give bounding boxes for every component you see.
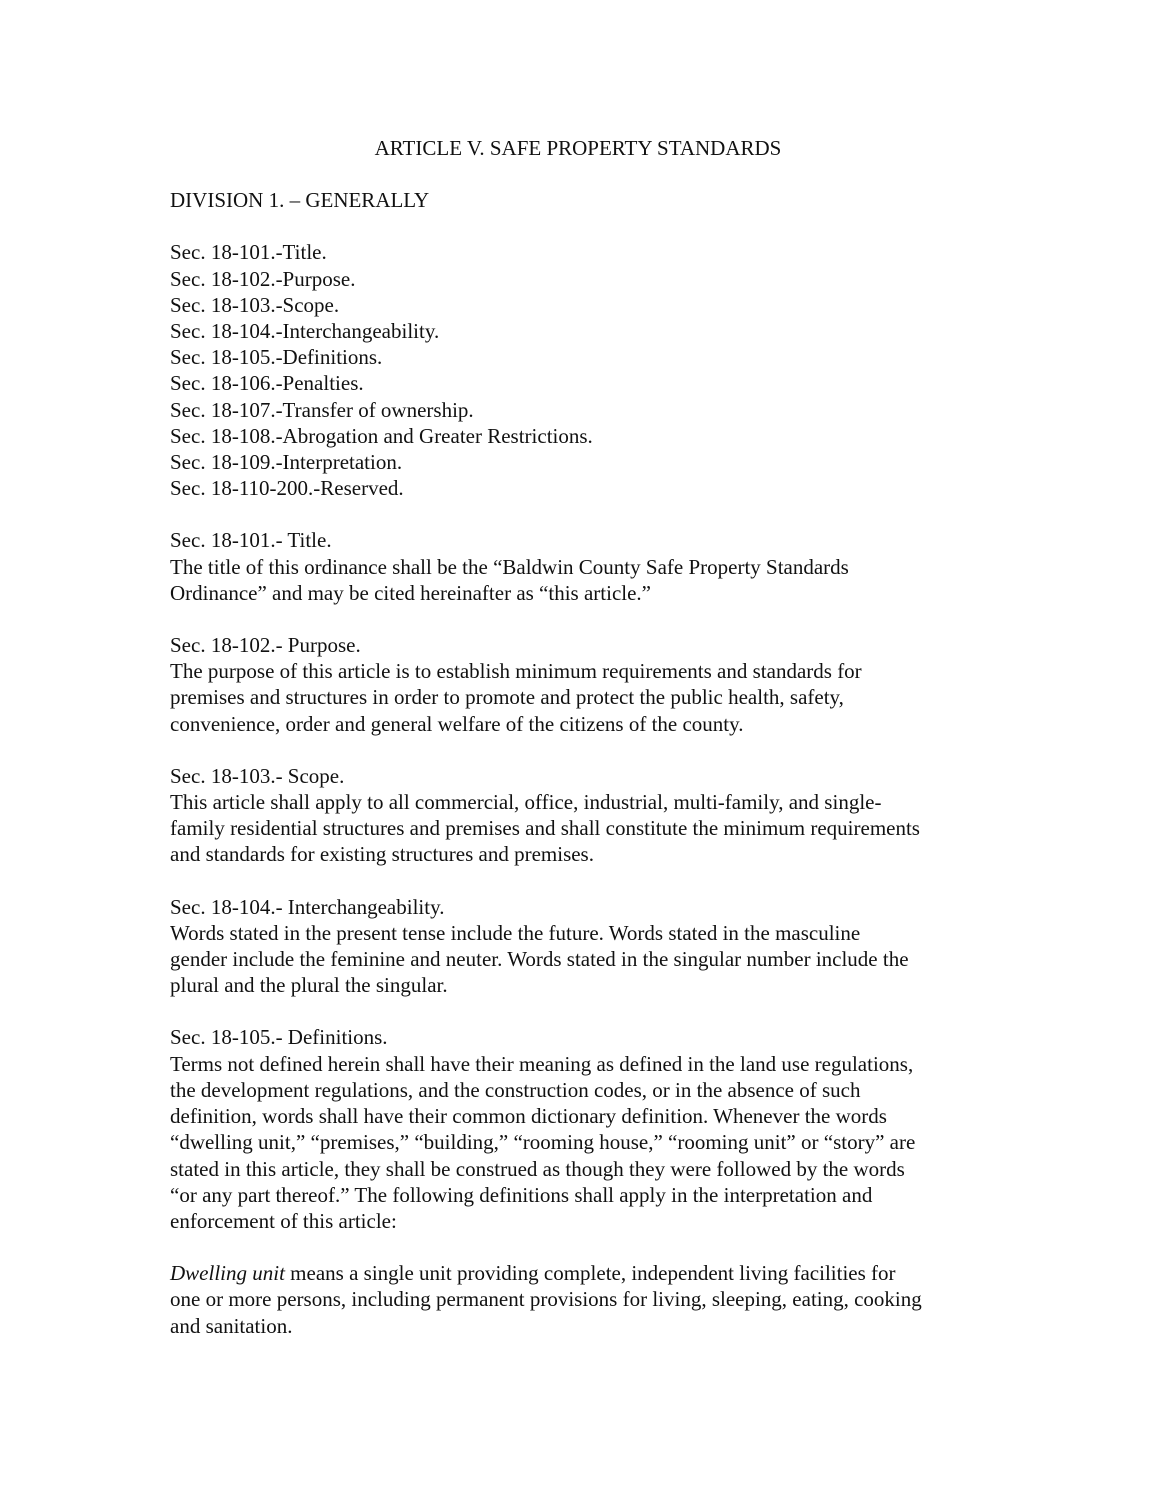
section-scope [170, 763, 1000, 868]
section-heading: Sec. 18-105.- Definitions. [170, 1025, 388, 1050]
toc-item: Sec. 18-102.-Purpose. [170, 266, 356, 291]
section-heading: Sec. 18-103.- Scope. [170, 763, 345, 788]
section-definitions [170, 1024, 1000, 1234]
body-line: one or more persons, including permanent provisions for living, sleeping, eating, cooking [170, 1287, 922, 1312]
body-line: This article shall apply to all commercial, office, industrial, multi-family, and single- [170, 790, 882, 815]
body-line: The title of this ordinance shall be the “Baldwin County Safe Property Standards [170, 554, 849, 579]
division-title: DIVISION 1. – GENERALLY [170, 188, 430, 213]
body-line: family residential structures and premises and shall constitute the minimum requirements [170, 816, 920, 841]
body-line: gender include the feminine and neuter. Words stated in the singular number include the [170, 947, 909, 972]
toc-item: Sec. 18-103.-Scope. [170, 292, 340, 317]
section-purpose [170, 632, 1000, 737]
defined-term: Dwelling unit [170, 1261, 285, 1286]
section-body [170, 789, 1000, 868]
section-title [170, 527, 1000, 606]
body-line: Ordinance” and may be cited hereinafter as “this article.” [170, 580, 652, 605]
toc-item: Sec. 18-107.-Transfer of ownership. [170, 397, 474, 422]
body-line: “or any part thereof.” The following definitions shall apply in the interpretation and [170, 1182, 873, 1207]
definition-dwelling-unit [170, 1260, 1000, 1339]
body-line: “dwelling unit,” “premises,” “building,” “rooming house,” “rooming unit” or “story” are [170, 1130, 916, 1155]
toc-item: Sec. 18-108.-Abrogation and Greater Restrictions. [170, 423, 593, 448]
toc-item: Sec. 18-106.-Penalties. [170, 371, 364, 396]
toc-item: Sec. 18-110-200.-Reserved. [170, 476, 404, 501]
section-interchangeability [170, 894, 1000, 999]
section-heading: Sec. 18-102.- Purpose. [170, 633, 361, 658]
article-title: ARTICLE V. SAFE PROPERTY STANDARDS [374, 136, 782, 160]
body-line: stated in this article, they shall be construed as though they were followed by the words [170, 1156, 905, 1181]
toc-item: Sec. 18-101.-Title. [170, 240, 327, 265]
body-line: plural and the plural the singular. [170, 973, 448, 998]
section-body [170, 554, 1000, 606]
section-heading: Sec. 18-104.- Interchangeability. [170, 894, 445, 919]
body-line: and standards for existing structures and premises. [170, 842, 594, 867]
section-heading: Sec. 18-101.- Title. [170, 528, 332, 553]
body-line: convenience, order and general welfare of the citizens of the county. [170, 711, 744, 736]
body-line: and sanitation. [170, 1313, 293, 1338]
section-body [170, 920, 1000, 999]
definition-body [170, 1260, 1000, 1339]
section-body [170, 1051, 1000, 1234]
definition-first-line [170, 1260, 1000, 1286]
table-of-contents [170, 239, 1000, 501]
document-page [170, 135, 1000, 1339]
body-line: the development regulations, and the construction codes, or in the absence of such [170, 1077, 861, 1102]
section-body [170, 658, 1000, 737]
toc-item: Sec. 18-105.-Definitions. [170, 345, 383, 370]
toc-item: Sec. 18-109.-Interpretation. [170, 450, 403, 475]
body-line: The purpose of this article is to establish minimum requirements and standards for [170, 659, 862, 684]
body-line: premises and structures in order to promote and protect the public health, safety, [170, 685, 844, 710]
body-line: Terms not defined herein shall have their meaning as defined in the land use regulations, [170, 1051, 914, 1076]
body-line: Words stated in the present tense include the future. Words stated in the masculine [170, 920, 861, 945]
toc-item: Sec. 18-104.-Interchangeability. [170, 319, 440, 344]
body-line: definition, words shall have their common dictionary definition. Whenever the words [170, 1104, 887, 1129]
body-line: enforcement of this article: [170, 1208, 397, 1233]
definition-text: means a single unit providing complete, independent living facilities for [284, 1261, 896, 1286]
